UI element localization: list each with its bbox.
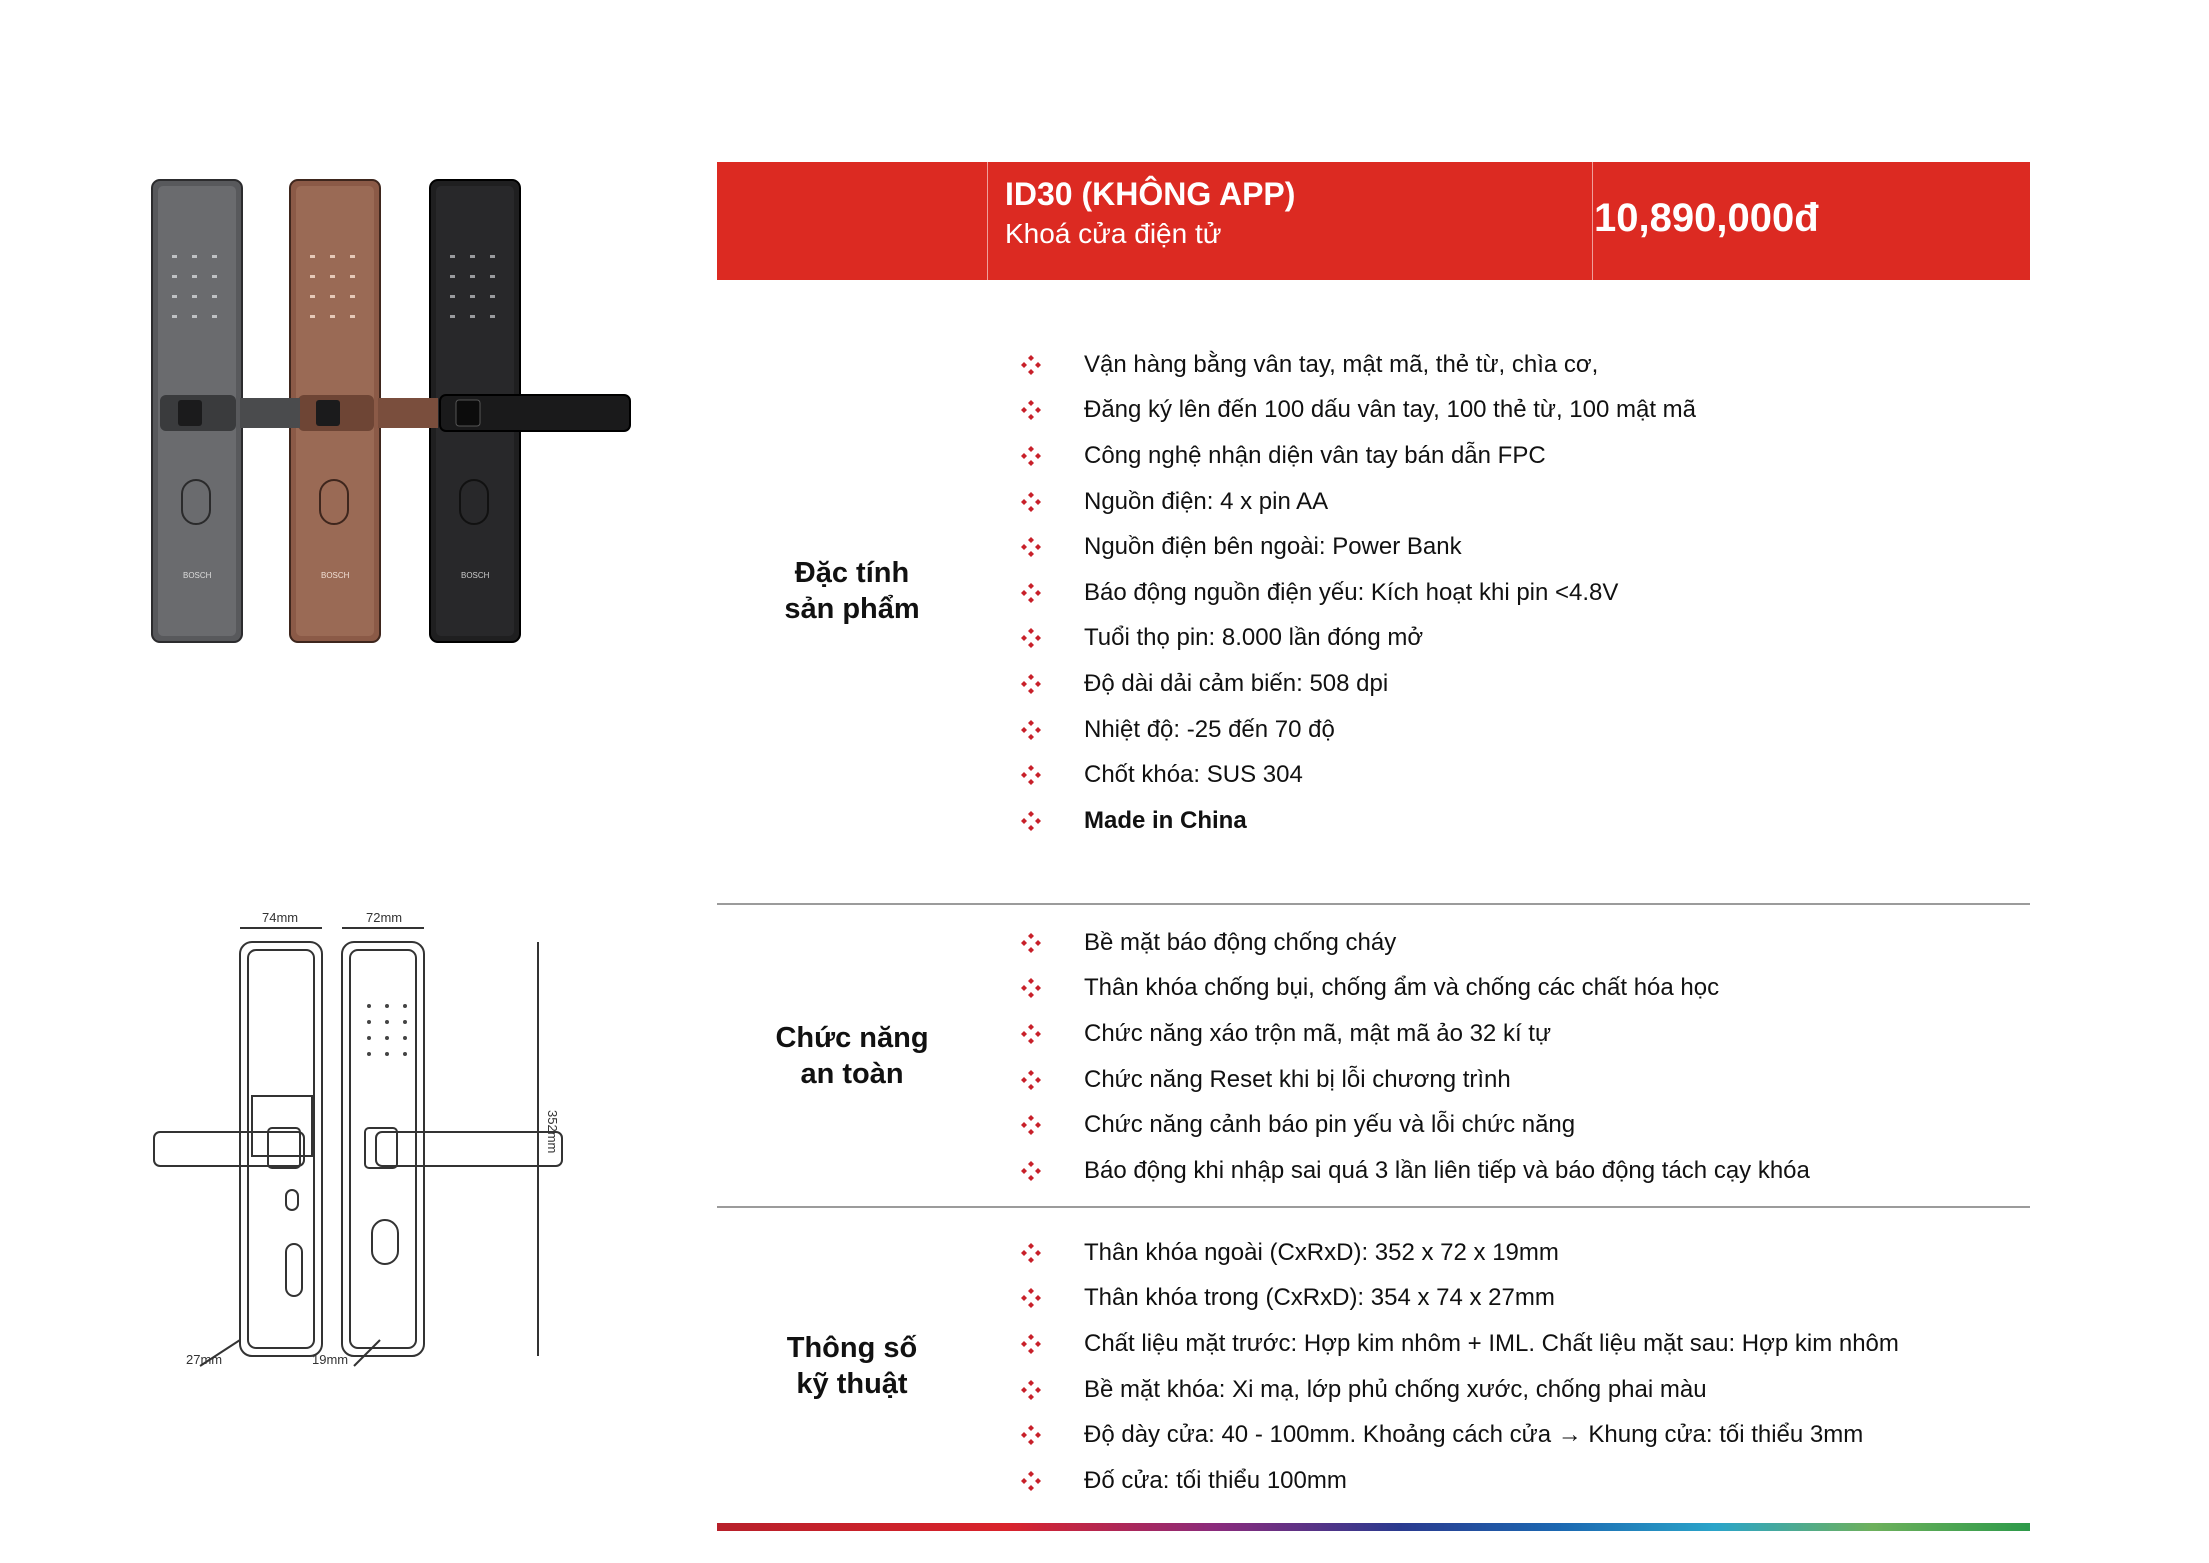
list-item [1020,1011,1810,1057]
list-item [1020,524,1696,570]
dim-height: 352mm [545,1110,560,1154]
list-item [1020,616,1696,662]
list-item-text: Tuổi thọ pin: 8.000 lần đóng mở [1084,624,1424,652]
list-item-text: Thân khóa trong (CxRxD): 354 x 74 x 27mm [1084,1284,1555,1312]
dim-depth-back: 19mm [312,1352,349,1367]
header-divider [1592,162,1593,280]
diamond-bullet-icon [1020,1333,1042,1355]
dimensions-drawing [140,900,580,1370]
safety-list [1020,920,1810,1194]
list-item-text: Chất liệu mặt trước: Hợp kim nhôm + IML. Chất liệu mặt sau: Hợp kim nhôm [1084,1329,1899,1357]
list-item-text: Thân khóa ngoài (CxRxD): 352 x 72 x 19mm [1084,1238,1559,1266]
list-item-text: Chức năng Reset khi bị lỗi chương trình [1084,1065,1511,1093]
list-item-text: Báo động nguồn điện yếu: Kích hoạt khi pin <4.8V [1084,578,1619,606]
list-item [1020,1276,1899,1322]
list-item [1020,966,1810,1012]
list-item [1020,1102,1810,1148]
list-item [1020,342,1696,388]
diamond-bullet-icon [1020,1287,1042,1309]
diamond-bullet-icon [1020,1242,1042,1264]
list-item [1020,920,1810,966]
section-title-specs: Thông số kỹ thuật [786,1332,918,1400]
list-item [1020,1148,1810,1194]
list-item [1020,570,1696,616]
model-name: ID30 (KHÔNG APP) [1005,176,1296,212]
diamond-bullet-icon [1020,1379,1042,1401]
list-item-text: Made in China [1084,806,1247,834]
list-item [1020,1367,1899,1413]
brand-logo-black: BOSCH [461,571,490,580]
list-item-text: Đố cửa: tối thiểu 100mm [1084,1466,1347,1494]
diamond-bullet-icon [1020,764,1042,786]
diamond-bullet-icon [1020,1424,1042,1446]
list-item-text: Thân khóa chống bụi, chống ẩm và chống các chất hóa học [1084,974,1720,1002]
features-list [1020,342,1696,844]
list-item [1020,1321,1899,1367]
diamond-bullet-icon [1020,399,1042,421]
diamond-bullet-icon [1020,536,1042,558]
list-item-text: Nhiệt độ: -25 đến 70 độ [1084,715,1335,743]
diamond-bullet-icon [1020,719,1042,741]
list-item [1020,1458,1899,1504]
diamond-bullet-icon [1020,977,1042,999]
specs-list [1020,1230,1899,1504]
list-item-text: Nguồn điện: 4 x pin AA [1084,487,1329,515]
brand-logo-bronze: BOSCH [321,571,350,580]
list-item-text: Độ dày cửa: 40 - 100mm. Khoảng cách cửa → Khung cửa: tối thiểu 3mm [1084,1421,1864,1449]
diamond-bullet-icon [1020,1160,1042,1182]
section-divider [717,903,2030,905]
dim-depth-front: 27mm [186,1352,223,1367]
list-item-text: Báo động khi nhập sai quá 3 lần liên tiếp và báo động tách cạy khóa [1084,1156,1810,1184]
diamond-bullet-icon [1020,932,1042,954]
dim-width-back: 72mm [366,910,403,925]
list-item-text: Nguồn điện bên ngoài: Power Bank [1084,533,1462,561]
list-item [1020,1412,1899,1458]
dim-width-front: 74mm [262,910,299,925]
lock-black [430,180,630,642]
list-item-text: Công nghệ nhận diện vân tay bán dẫn FPC [1084,441,1546,469]
list-item [1020,661,1696,707]
section-title-features: Đặc tính sản phẩm [784,557,920,625]
list-item-text: Chức năng cảnh báo pin yếu và lỗi chức năng [1084,1111,1576,1139]
diamond-bullet-icon [1020,354,1042,376]
diamond-bullet-icon [1020,673,1042,695]
section-title-safety: Chức năng an toàn [775,1022,929,1090]
product-photo [140,170,640,650]
list-item-text: Đăng ký lên đến 100 dấu vân tay, 100 thẻ từ, 100 mật mã [1084,396,1697,424]
list-item-text: Bề mặt báo động chống cháy [1084,928,1397,956]
list-item [1020,1230,1899,1276]
diamond-bullet-icon [1020,1470,1042,1492]
list-item-text: Bề mặt khóa: Xi mạ, lớp phủ chống xước, chống phai màu [1084,1375,1707,1403]
list-item [1020,707,1696,753]
diamond-bullet-icon [1020,491,1042,513]
diamond-bullet-icon [1020,1114,1042,1136]
header-divider [987,162,988,280]
list-item-text: Chức năng xáo trộn mã, mật mã ảo 32 kí tự [1084,1019,1552,1047]
list-item [1020,752,1696,798]
list-item [1020,479,1696,525]
list-item-text: Độ dài dải cảm biến: 508 dpi [1084,669,1389,697]
lock-grey [152,180,242,642]
list-item [1020,388,1696,434]
list-item-text: Chốt khóa: SUS 304 [1084,761,1303,789]
list-item [1020,1057,1810,1103]
diamond-bullet-icon [1020,582,1042,604]
list-item [1020,433,1696,479]
brand-gradient-bar [717,1523,2030,1531]
list-item [1020,798,1696,844]
model-subtitle: Khoá cửa điện tử [1005,218,1222,249]
product-header [717,162,2030,280]
diamond-bullet-icon [1020,627,1042,649]
list-item-text: Vận hàng bằng vân tay, mật mã, thẻ từ, chìa cơ, [1084,350,1599,378]
brand-logo-grey: BOSCH [183,571,212,580]
diamond-bullet-icon [1020,1023,1042,1045]
section-divider [717,1206,2030,1208]
diamond-bullet-icon [1020,810,1042,832]
lock-bronze [290,180,380,642]
diamond-bullet-icon [1020,445,1042,467]
price: 10,890,000đ [1594,196,1819,240]
diamond-bullet-icon [1020,1069,1042,1091]
